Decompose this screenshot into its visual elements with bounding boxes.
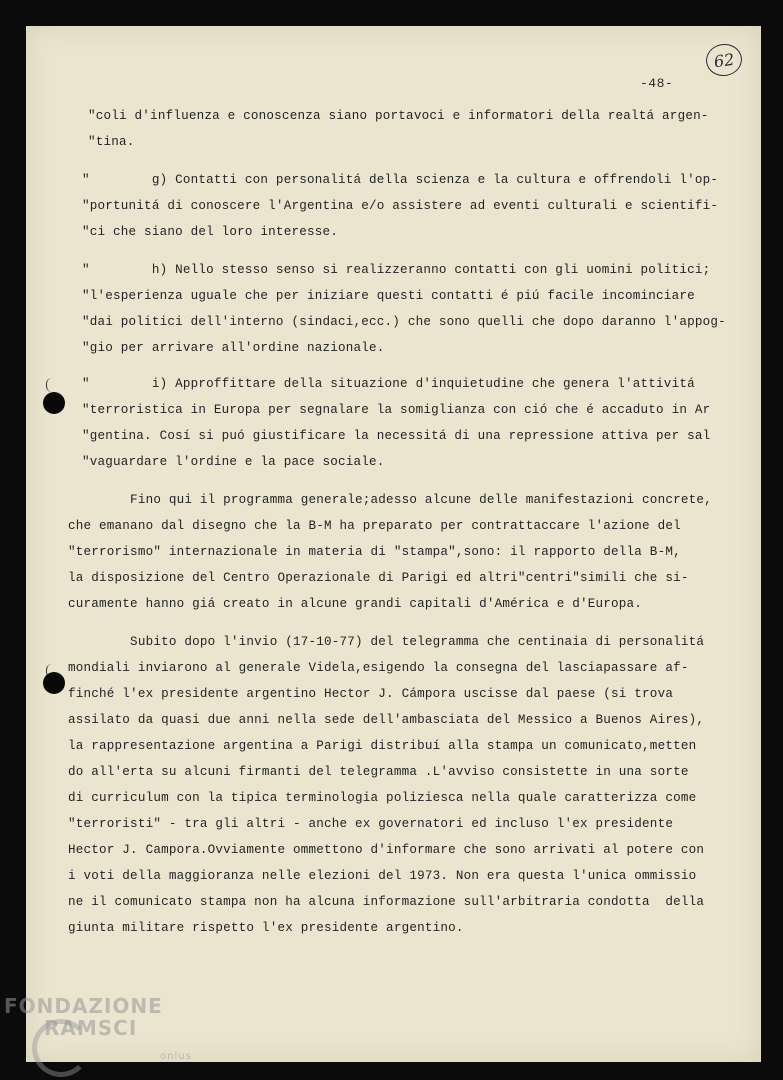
text-line: "dai politici dell'interno (sindaci,ecc.) che sono quelli che dopo daranno l'appog- bbox=[82, 315, 726, 329]
text-line: giunta militare rispetto l'ex presidente argentino. bbox=[68, 921, 464, 935]
watermark-g-logo-icon bbox=[32, 1019, 90, 1077]
text-line: che emanano dal disegno che la B-M ha preparato per contrattaccare l'azione del bbox=[68, 519, 681, 533]
watermark-line1: FONDAZIONE bbox=[4, 994, 163, 1018]
watermark-line2: RAMSCI bbox=[44, 1016, 138, 1040]
document-page bbox=[26, 26, 761, 1062]
fondazione-gramsci-watermark bbox=[4, 994, 192, 1062]
text-line: "terrorismo" internazionale in materia di "stampa",sono: il rapporto della B-M, bbox=[68, 545, 681, 559]
text-line: "portunitá di conoscere l'Argentina e/o assistere ad eventi culturali e scientifi- bbox=[82, 199, 719, 213]
text-line: assilato da quasi due anni nella sede dell'ambasciata del Messico a Buenos Aires), bbox=[68, 713, 705, 727]
text-line: curamente hanno giá creato in alcune grandi capitali d'América e d'Europa. bbox=[68, 597, 643, 611]
page-number: -48- bbox=[640, 76, 674, 91]
text-line: "terroristi" - tra gli altri - anche ex governatori ed incluso l'ex presidente bbox=[68, 817, 674, 831]
punch-hole bbox=[43, 672, 65, 694]
text-line: Subito dopo l'invio (17-10-77) del telegramma che centinaia di personalitá bbox=[68, 635, 705, 649]
text-line: Hector J. Campora.Ovviamente ommettono d'informare che sono arrivati al potere con bbox=[68, 843, 705, 857]
text-line: Fino qui il programma generale;adesso alcune delle manifestazioni concrete, bbox=[68, 493, 712, 507]
text-line: "gentina. Cosí si puó giustificare la necessitá di una repressione attiva per sal bbox=[82, 429, 711, 443]
text-line: " h) Nello stesso senso si realizzeranno contatti con gli uomini politici; bbox=[82, 263, 711, 277]
handwritten-folio-number: 62 bbox=[704, 42, 744, 79]
text-line: "l'esperienza uguale che per iniziare questi contatti é piú facile incominciare bbox=[82, 289, 695, 303]
text-line: "ci che siano del loro interesse. bbox=[82, 225, 338, 239]
text-line: la disposizione del Centro Operazionale di Parigi ed altri"centri"simili che si- bbox=[68, 571, 689, 585]
text-line: "terroristica in Europa per segnalare la somiglianza con ció che é accaduto in Ar bbox=[82, 403, 711, 417]
text-line: do all'erta su alcuni firmanti del telegramma .L'avviso consistette in una sorte bbox=[68, 765, 689, 779]
text-line: di curriculum con la tipica terminologia poliziesca nella quale caratterizza come bbox=[68, 791, 697, 805]
punch-hole bbox=[43, 392, 65, 414]
text-line: mondiali inviarono al generale Videla,esigendo la consegna del lasciapassare af- bbox=[68, 661, 689, 675]
text-line: "tina. bbox=[88, 135, 135, 149]
text-line: i voti della maggioranza nelle elezioni del 1973. Non era questa l'unica ommissio bbox=[68, 869, 697, 883]
text-line: "coli d'influenza e conoscenza siano portavoci e informatori della realtá argen- bbox=[88, 109, 709, 123]
text-line: " g) Contatti con personalitá della scienza e la cultura e offrendoli l'op- bbox=[82, 173, 719, 187]
watermark-line3: onlus bbox=[160, 1051, 192, 1062]
text-line: "gio per arrivare all'ordine nazionale. bbox=[82, 341, 385, 355]
text-line: "vaguardare l'ordine e la pace sociale. bbox=[82, 455, 385, 469]
text-line: ne il comunicato stampa non ha alcuna informazione sull'arbitraria condotta della bbox=[68, 895, 705, 909]
text-line: " i) Approffittare della situazione d'inquietudine che genera l'attivitá bbox=[82, 377, 695, 391]
punch-hole-mark bbox=[46, 378, 53, 392]
text-line: finché l'ex presidente argentino Hector J. Cámpora uscisse dal paese (si trova bbox=[68, 687, 674, 701]
text-line: la rappresentazione argentina a Parigi distribuí alla stampa un comunicato,metten bbox=[68, 739, 697, 753]
